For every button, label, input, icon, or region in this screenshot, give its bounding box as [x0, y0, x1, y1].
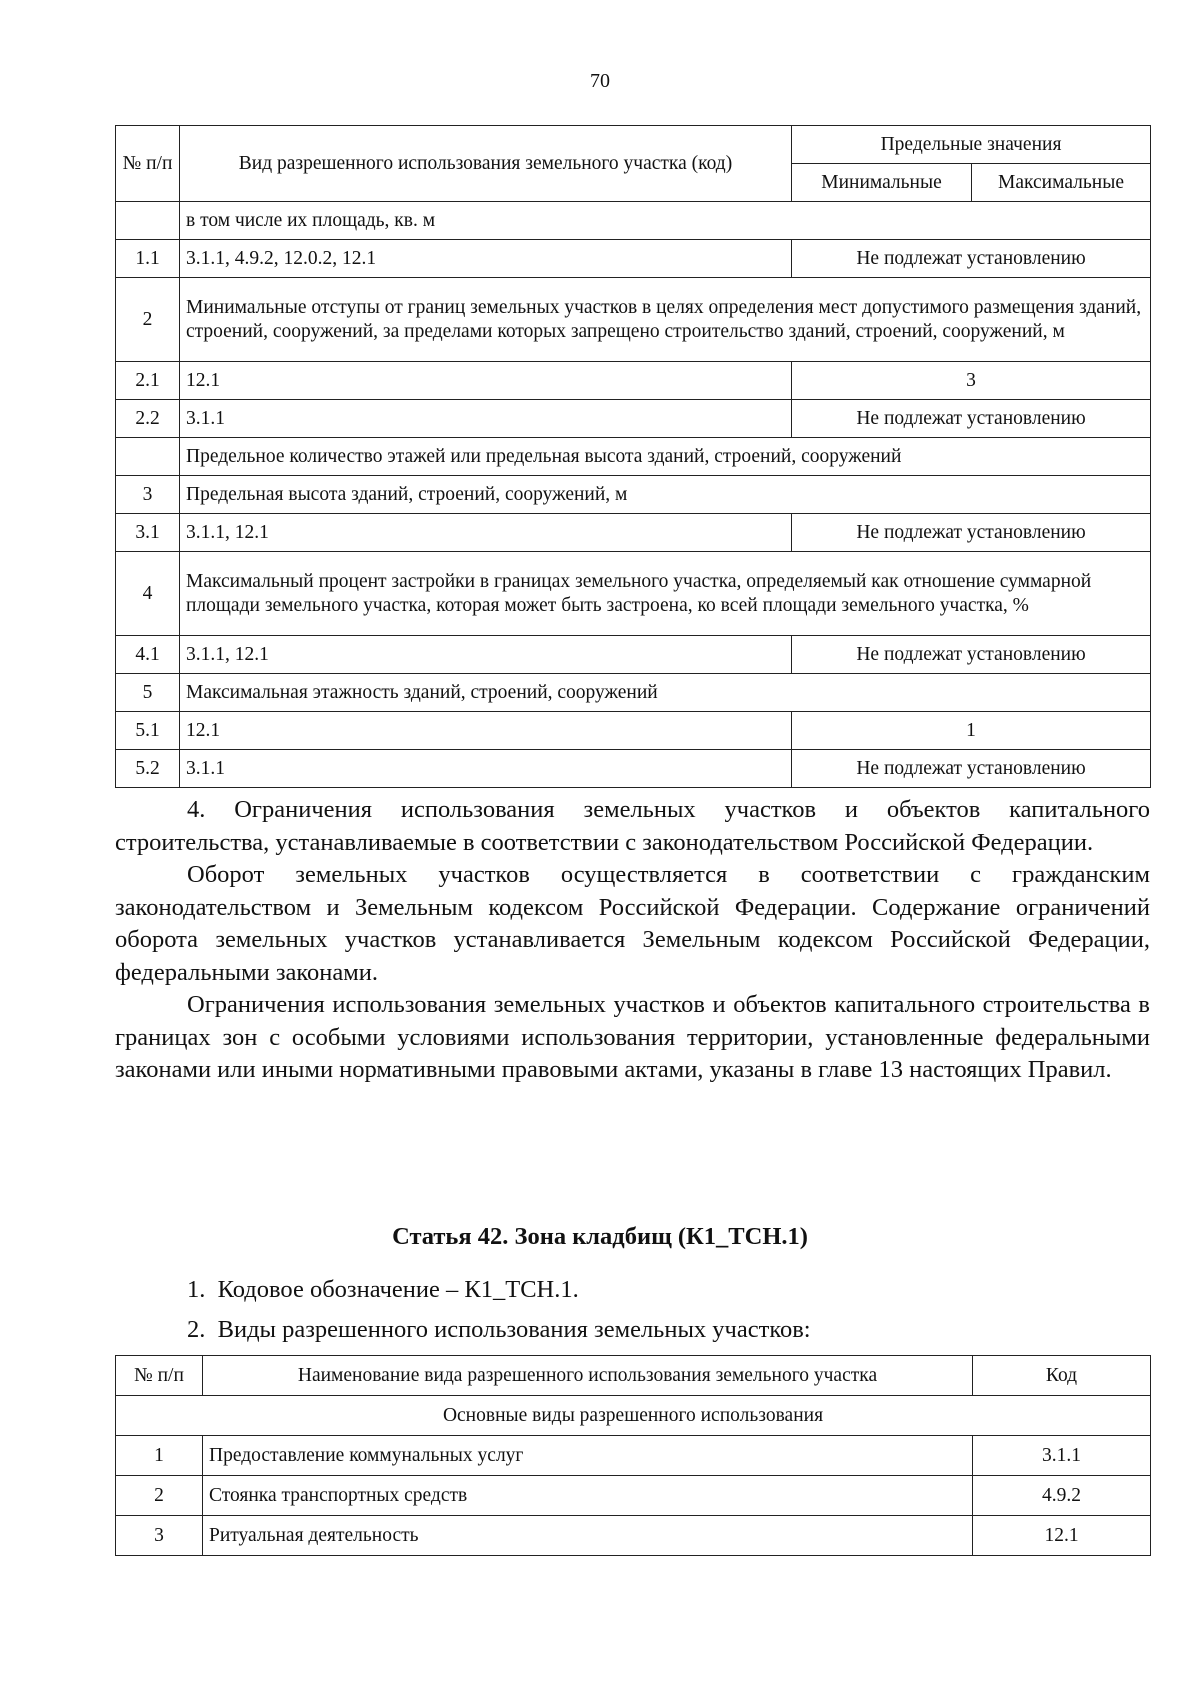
row-number: 2	[116, 278, 180, 362]
row-number: 5.1	[116, 712, 180, 750]
table-row	[116, 240, 1151, 278]
article-list	[115, 1270, 1150, 1350]
table-row	[116, 674, 1151, 712]
table-row	[116, 1476, 1151, 1516]
row-value: Не подлежат установлению	[792, 636, 1151, 674]
table-row	[116, 636, 1151, 674]
header-num: № п/п	[116, 1356, 203, 1396]
table-row	[116, 1436, 1151, 1476]
list-item: 1. Кодовое обозначение – К1_ТСН.1.	[187, 1276, 579, 1303]
table-row	[116, 514, 1151, 552]
table-row	[116, 750, 1151, 788]
page-number: 70	[590, 70, 610, 92]
row-name: Стоянка транспортных средств	[203, 1476, 973, 1516]
uses-table	[115, 1355, 1151, 1556]
row-number: 4	[116, 552, 180, 636]
row-text: в том числе их площадь, кв. м	[180, 202, 1151, 240]
list-item: 2. Виды разрешенного использования земельных участков:	[187, 1316, 811, 1343]
row-text: 12.1	[180, 362, 792, 400]
row-number: 4.1	[116, 636, 180, 674]
paragraph: Ограничения использования земельных участков и объектов капитального строительства в границах зон с особыми условиями использования территории, установленные федеральными законами или иными нормативными правовыми актами, указаны в главе 13 настоящих Правил.	[115, 991, 1150, 1083]
row-value: Не подлежат установлению	[792, 240, 1151, 278]
row-number: 5.2	[116, 750, 180, 788]
row-text: Предельное количество этажей или предельная высота зданий, строений, сооружений	[180, 438, 1151, 476]
row-name: Ритуальная деятельность	[203, 1516, 973, 1556]
header-code: Код	[973, 1356, 1151, 1396]
row-number: 2.1	[116, 362, 180, 400]
row-text: 3.1.1, 12.1	[180, 514, 792, 552]
row-number: 5	[116, 674, 180, 712]
row-name: Предоставление коммунальных услуг	[203, 1436, 973, 1476]
body-text	[115, 794, 1150, 1087]
header-limits: Предельные значения	[792, 126, 1151, 164]
row-value: Не подлежат установлению	[792, 400, 1151, 438]
table-row	[116, 1516, 1151, 1556]
table-row	[116, 438, 1151, 476]
row-number: 2.2	[116, 400, 180, 438]
row-number: 1.1	[116, 240, 180, 278]
row-text: Максимальный процент застройки в границах земельного участка, определяемый как отношение суммарной площади земельного участка, которая может быть застроена, ко всей площади земельного участка, %	[180, 552, 1151, 636]
table-row	[116, 476, 1151, 514]
row-value: Не подлежат установлению	[792, 750, 1151, 788]
row-text: Минимальные отступы от границ земельных участков в целях определения мест допустимого размещения зданий, строений, сооружений, за пределами которых запрещено строительство зданий, строений, сооружений, м	[180, 278, 1151, 362]
row-code: 12.1	[973, 1516, 1151, 1556]
row-number: 2	[116, 1476, 203, 1516]
table-row	[116, 400, 1151, 438]
row-number: 3	[116, 1516, 203, 1556]
row-number: 3	[116, 476, 180, 514]
table-row	[116, 362, 1151, 400]
row-text: Максимальная этажность зданий, строений, сооружений	[180, 674, 1151, 712]
article-heading: Статья 42. Зона кладбищ (К1_ТСН.1)	[392, 1223, 808, 1250]
header-min: Минимальные	[792, 164, 972, 202]
row-value: 3	[792, 362, 1151, 400]
row-number	[116, 438, 180, 476]
row-value: 1	[792, 712, 1151, 750]
table-row	[116, 278, 1151, 362]
row-code: 4.9.2	[973, 1476, 1151, 1516]
row-text: 3.1.1, 12.1	[180, 636, 792, 674]
row-number: 1	[116, 1436, 203, 1476]
table-row	[116, 202, 1151, 240]
row-text: Предельная высота зданий, строений, сооружений, м	[180, 476, 1151, 514]
header-name: Наименование вида разрешенного использования земельного участка	[203, 1356, 973, 1396]
table-row	[116, 712, 1151, 750]
section-row: Основные виды разрешенного использования	[116, 1396, 1151, 1436]
paragraph: Оборот земельных участков осуществляется в соответствии с гражданским законодательством и Земельным кодексом Российской Федерации. Содержание ограничений оборота земельных участков устанавливается Земельным кодексом Российской Федерации, федеральными законами.	[115, 861, 1150, 986]
paragraph: 4. Ограничения использования земельных участков и объектов капитального строительства, устанавливаемые в соответствии с законодательством Российской Федерации.	[115, 796, 1150, 856]
row-text: 3.1.1, 4.9.2, 12.0.2, 12.1	[180, 240, 792, 278]
header-num: № п/п	[116, 126, 180, 202]
row-value: Не подлежат установлению	[792, 514, 1151, 552]
header-max: Максимальные	[972, 164, 1151, 202]
row-text: 12.1	[180, 712, 792, 750]
row-text: 3.1.1	[180, 400, 792, 438]
table-row	[116, 552, 1151, 636]
limits-table	[115, 125, 1151, 788]
row-number	[116, 202, 180, 240]
header-type: Вид разрешенного использования земельного участка (код)	[180, 126, 792, 202]
row-text: 3.1.1	[180, 750, 792, 788]
row-code: 3.1.1	[973, 1436, 1151, 1476]
row-number: 3.1	[116, 514, 180, 552]
